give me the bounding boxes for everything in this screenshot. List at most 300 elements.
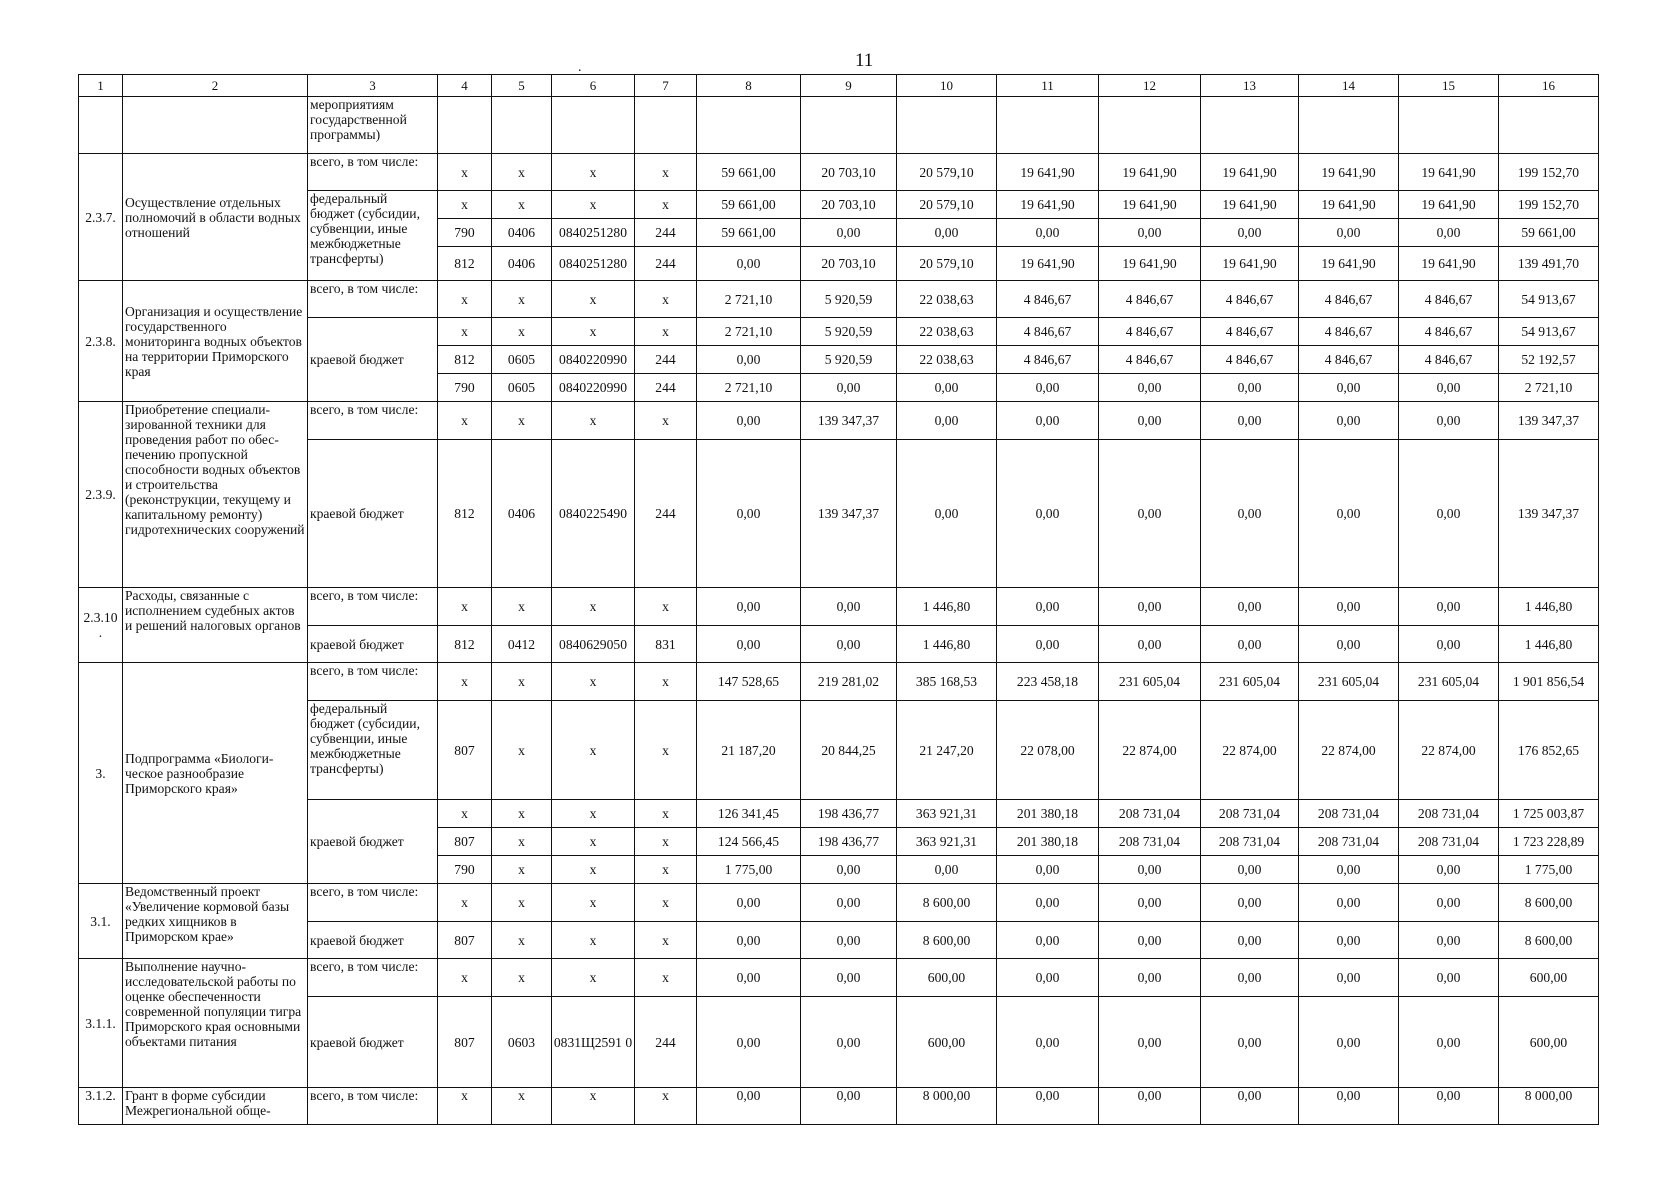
cell-value-col-16: 600,00 bbox=[1499, 959, 1599, 997]
cell-value-col-11: 19 641,90 bbox=[997, 247, 1099, 281]
cell-value-col-9: 0,00 bbox=[801, 374, 897, 402]
cell-value-col-8: 59 661,00 bbox=[697, 191, 801, 219]
cell-source: всего, в том числе: bbox=[308, 588, 438, 626]
cell-expense-type: 244 bbox=[635, 440, 697, 588]
cell-value-col-15: 0,00 bbox=[1399, 997, 1499, 1088]
cell-value-col-11: 0,00 bbox=[997, 997, 1099, 1088]
cell-target-article: x bbox=[552, 828, 635, 856]
cell-value-col-13: 0,00 bbox=[1201, 402, 1299, 440]
cell-section: x bbox=[492, 588, 552, 626]
cell-value-col-9: 139 347,37 bbox=[801, 440, 897, 588]
cell-value-col-8: 0,00 bbox=[697, 884, 801, 922]
cell-empty bbox=[801, 97, 897, 154]
cell-value-col-10: 600,00 bbox=[897, 959, 997, 997]
row-name: Выполнение научно-исследовательской работы по оценке обеспеченности современной популяции тигра Приморского края основными объектами питания bbox=[123, 959, 308, 1088]
cell-value-col-13: 0,00 bbox=[1201, 219, 1299, 247]
cell-value-col-14: 22 874,00 bbox=[1299, 701, 1399, 800]
cell-value-col-12: 0,00 bbox=[1099, 374, 1201, 402]
cell-value-col-12: 0,00 bbox=[1099, 922, 1201, 959]
cell-value-col-15: 19 641,90 bbox=[1399, 154, 1499, 191]
cell-expense-type: x bbox=[635, 191, 697, 219]
cell-value-col-10: 385 168,53 bbox=[897, 663, 997, 701]
cell-value-col-16: 139 491,70 bbox=[1499, 247, 1599, 281]
row-id: 3.1.1. bbox=[79, 959, 123, 1088]
cell-value-col-11: 4 846,67 bbox=[997, 281, 1099, 318]
cell-expense-type: 244 bbox=[635, 247, 697, 281]
cell-value-col-16: 54 913,67 bbox=[1499, 318, 1599, 346]
cell-empty bbox=[1201, 97, 1299, 154]
header-col-1: 1 bbox=[79, 75, 123, 97]
cell-value-col-15: 19 641,90 bbox=[1399, 247, 1499, 281]
cell-value-col-12: 22 874,00 bbox=[1099, 701, 1201, 800]
cell-value-col-11: 223 458,18 bbox=[997, 663, 1099, 701]
cell-value-col-9: 20 703,10 bbox=[801, 154, 897, 191]
cell-value-col-9: 0,00 bbox=[801, 219, 897, 247]
cell-value-col-8: 2 721,10 bbox=[697, 318, 801, 346]
cell-value-col-8: 0,00 bbox=[697, 402, 801, 440]
row-id: 3.1.2. bbox=[79, 1088, 123, 1125]
cell-value-col-16: 8 600,00 bbox=[1499, 884, 1599, 922]
cell-section: 0603 bbox=[492, 997, 552, 1088]
cell-value-col-10: 8 600,00 bbox=[897, 884, 997, 922]
cell-value-col-14: 19 641,90 bbox=[1299, 191, 1399, 219]
cell-value-col-10: 0,00 bbox=[897, 440, 997, 588]
cell-value-col-12: 208 731,04 bbox=[1099, 828, 1201, 856]
cell-value-col-14: 0,00 bbox=[1299, 856, 1399, 884]
cell-value-col-14: 19 641,90 bbox=[1299, 154, 1399, 191]
cell-value-col-12: 0,00 bbox=[1099, 588, 1201, 626]
cell-value-col-9: 219 281,02 bbox=[801, 663, 897, 701]
cell-value-col-15: 0,00 bbox=[1399, 626, 1499, 663]
cell-value-col-13: 0,00 bbox=[1201, 588, 1299, 626]
cell-value-col-15: 0,00 bbox=[1399, 402, 1499, 440]
cell-grbs: x bbox=[438, 959, 492, 997]
cell-target-article: x bbox=[552, 959, 635, 997]
cell-value-col-13: 19 641,90 bbox=[1201, 191, 1299, 219]
cell-value-col-9: 20 703,10 bbox=[801, 191, 897, 219]
cell-value-col-10: 600,00 bbox=[897, 997, 997, 1088]
header-col-14: 14 bbox=[1299, 75, 1399, 97]
cell-value-col-13: 208 731,04 bbox=[1201, 800, 1299, 828]
cell-value-col-14: 4 846,67 bbox=[1299, 346, 1399, 374]
cell-empty bbox=[897, 97, 997, 154]
cell-value-col-9: 0,00 bbox=[801, 997, 897, 1088]
cell-source: федеральный бюджет (субсидии, субвенции, иные межбюджетные трансферты) bbox=[308, 701, 438, 800]
cell-value-col-9: 0,00 bbox=[801, 626, 897, 663]
cell-grbs: x bbox=[438, 884, 492, 922]
cell-value-col-11: 0,00 bbox=[997, 219, 1099, 247]
row-id: 3.1. bbox=[79, 884, 123, 959]
cell-value-col-11: 0,00 bbox=[997, 626, 1099, 663]
cell-value-col-16: 1 446,80 bbox=[1499, 626, 1599, 663]
cell-value-col-8: 59 661,00 bbox=[697, 154, 801, 191]
cell-value-col-15: 4 846,67 bbox=[1399, 318, 1499, 346]
cell-value-col-16: 199 152,70 bbox=[1499, 154, 1599, 191]
cell-grbs: 790 bbox=[438, 219, 492, 247]
header-col-12: 12 bbox=[1099, 75, 1201, 97]
cell-expense-type: x bbox=[635, 800, 697, 828]
cell-value-col-12: 0,00 bbox=[1099, 626, 1201, 663]
cell-section: x bbox=[492, 663, 552, 701]
cell-source: всего, в том числе: bbox=[308, 884, 438, 922]
cell-value-col-11: 0,00 bbox=[997, 1088, 1099, 1125]
cell-expense-type: 244 bbox=[635, 346, 697, 374]
cell-value-col-14: 231 605,04 bbox=[1299, 663, 1399, 701]
cell-target-article: 0840629050 bbox=[552, 626, 635, 663]
cell-target-article: 0840251280 bbox=[552, 247, 635, 281]
cell-source: краевой бюджет bbox=[308, 440, 438, 588]
cell-source: всего, в том числе: bbox=[308, 154, 438, 191]
cell-target-article: x bbox=[552, 922, 635, 959]
cell-target-article: x bbox=[552, 884, 635, 922]
cell-section: x bbox=[492, 191, 552, 219]
cell-value-col-10: 363 921,31 bbox=[897, 828, 997, 856]
cell-section: x bbox=[492, 701, 552, 800]
cell-value-col-14: 0,00 bbox=[1299, 374, 1399, 402]
cell-value-col-12: 0,00 bbox=[1099, 1088, 1201, 1125]
cell-value-col-15: 231 605,04 bbox=[1399, 663, 1499, 701]
cell-expense-type: x bbox=[635, 701, 697, 800]
cell-value-col-11: 0,00 bbox=[997, 402, 1099, 440]
cell-grbs: 790 bbox=[438, 374, 492, 402]
cell-grbs: x bbox=[438, 800, 492, 828]
cell-value-col-12: 231 605,04 bbox=[1099, 663, 1201, 701]
stray-mark: . bbox=[578, 60, 582, 75]
row-id: 2.3.9. bbox=[79, 402, 123, 588]
cell-value-col-11: 0,00 bbox=[997, 922, 1099, 959]
cell-value-col-9: 5 920,59 bbox=[801, 318, 897, 346]
cell-grbs: 807 bbox=[438, 701, 492, 800]
cell-value-col-10: 0,00 bbox=[897, 219, 997, 247]
cell-grbs: 812 bbox=[438, 247, 492, 281]
cell-target-article: x bbox=[552, 154, 635, 191]
cell-value-col-11: 19 641,90 bbox=[997, 154, 1099, 191]
cell-value-col-15: 4 846,67 bbox=[1399, 346, 1499, 374]
cell-expense-type: x bbox=[635, 959, 697, 997]
cell-empty bbox=[697, 97, 801, 154]
table-row bbox=[79, 1088, 1599, 1125]
cell-empty bbox=[1099, 97, 1201, 154]
cell-empty bbox=[552, 97, 635, 154]
cell-value-col-10: 22 038,63 bbox=[897, 318, 997, 346]
cell-value-col-16: 1 723 228,89 bbox=[1499, 828, 1599, 856]
cell-value-col-14: 0,00 bbox=[1299, 1088, 1399, 1125]
page-number: 11 bbox=[855, 50, 874, 71]
cell-value-col-9: 20 703,10 bbox=[801, 247, 897, 281]
cell-value-col-12: 19 641,90 bbox=[1099, 191, 1201, 219]
cell-value-col-14: 0,00 bbox=[1299, 440, 1399, 588]
cell-value-col-15: 0,00 bbox=[1399, 219, 1499, 247]
cell-value-col-10: 363 921,31 bbox=[897, 800, 997, 828]
cell-value-col-16: 8 600,00 bbox=[1499, 922, 1599, 959]
cell-grbs: x bbox=[438, 191, 492, 219]
cell-value-col-9: 20 844,25 bbox=[801, 701, 897, 800]
cell-value-col-10: 0,00 bbox=[897, 856, 997, 884]
cell-value-col-16: 600,00 bbox=[1499, 997, 1599, 1088]
header-col-2: 2 bbox=[123, 75, 308, 97]
header-col-6: 6 bbox=[552, 75, 635, 97]
cell-expense-type: x bbox=[635, 884, 697, 922]
cell-source: всего, в том числе: bbox=[308, 402, 438, 440]
row-name: Организация и осуществление государственного мониторинга водных объектов на территории Приморского края bbox=[123, 281, 308, 402]
cell-value-col-16: 139 347,37 bbox=[1499, 402, 1599, 440]
row-name: Подпрограмма «Биологическое разнообразие Приморского края» bbox=[123, 663, 308, 884]
header-col-10: 10 bbox=[897, 75, 997, 97]
cell-grbs: x bbox=[438, 318, 492, 346]
cell-value-col-13: 208 731,04 bbox=[1201, 828, 1299, 856]
header-col-7: 7 bbox=[635, 75, 697, 97]
cell-value-col-12: 0,00 bbox=[1099, 440, 1201, 588]
cell-value-col-12: 208 731,04 bbox=[1099, 800, 1201, 828]
cell-value-col-12: 4 846,67 bbox=[1099, 318, 1201, 346]
cell-grbs: x bbox=[438, 663, 492, 701]
cell-section: x bbox=[492, 1088, 552, 1125]
cell-source: краевой бюджет bbox=[308, 997, 438, 1088]
cell-value-col-11: 0,00 bbox=[997, 884, 1099, 922]
cell-value-col-15: 0,00 bbox=[1399, 440, 1499, 588]
cell-section: x bbox=[492, 856, 552, 884]
row-id: 2.3.7. bbox=[79, 154, 123, 281]
cell-value-col-10: 22 038,63 bbox=[897, 281, 997, 318]
cell-value-col-11: 22 078,00 bbox=[997, 701, 1099, 800]
cell-value-col-16: 54 913,67 bbox=[1499, 281, 1599, 318]
cell-target-article: x bbox=[552, 318, 635, 346]
cell-value-col-12: 0,00 bbox=[1099, 856, 1201, 884]
cell-target-article: x bbox=[552, 800, 635, 828]
cell-grbs: x bbox=[438, 588, 492, 626]
cell-value-col-14: 4 846,67 bbox=[1299, 281, 1399, 318]
cell-value-col-11: 0,00 bbox=[997, 440, 1099, 588]
cell-section: x bbox=[492, 922, 552, 959]
cell-grbs: x bbox=[438, 1088, 492, 1125]
cell-value-col-9: 198 436,77 bbox=[801, 828, 897, 856]
cell-value-col-9: 0,00 bbox=[801, 588, 897, 626]
cell-value-col-8: 0,00 bbox=[697, 626, 801, 663]
cell-target-article: x bbox=[552, 402, 635, 440]
cell-value-col-15: 22 874,00 bbox=[1399, 701, 1499, 800]
cell-grbs: 812 bbox=[438, 626, 492, 663]
cell-source: мероприятиям государственной программы) bbox=[308, 97, 438, 154]
header-col-5: 5 bbox=[492, 75, 552, 97]
cell-target-article: 0840251280 bbox=[552, 219, 635, 247]
cell-id bbox=[79, 97, 123, 154]
cell-expense-type: x bbox=[635, 663, 697, 701]
cell-expense-type: x bbox=[635, 318, 697, 346]
cell-value-col-12: 19 641,90 bbox=[1099, 154, 1201, 191]
cell-value-col-16: 176 852,65 bbox=[1499, 701, 1599, 800]
cell-value-col-15: 19 641,90 bbox=[1399, 191, 1499, 219]
cell-section: 0412 bbox=[492, 626, 552, 663]
cell-value-col-11: 0,00 bbox=[997, 374, 1099, 402]
cell-value-col-10: 1 446,80 bbox=[897, 588, 997, 626]
cell-target-article: 0831Щ2591 0 bbox=[552, 997, 635, 1088]
cell-empty bbox=[635, 97, 697, 154]
cell-value-col-9: 0,00 bbox=[801, 856, 897, 884]
cell-value-col-15: 0,00 bbox=[1399, 884, 1499, 922]
cell-source: федеральный бюджет (субсидии, субвенции, иные межбюджетные трансферты) bbox=[308, 191, 438, 281]
cell-value-col-8: 0,00 bbox=[697, 1088, 801, 1125]
row-name: Приобретение специализированной техники для проведения работ по обеспечению пропускной способности водных объектов и строительства (реконструкции, текущему и капитальному ремонту) гидротехнических сооружений bbox=[123, 402, 308, 588]
cell-target-article: 0840220990 bbox=[552, 374, 635, 402]
cell-value-col-8: 59 661,00 bbox=[697, 219, 801, 247]
cell-source: краевой бюджет bbox=[308, 922, 438, 959]
cell-value-col-9: 0,00 bbox=[801, 1088, 897, 1125]
cell-value-col-16: 2 721,10 bbox=[1499, 374, 1599, 402]
cell-source: всего, в том числе: bbox=[308, 663, 438, 701]
cell-grbs: 807 bbox=[438, 997, 492, 1088]
cell-value-col-14: 0,00 bbox=[1299, 884, 1399, 922]
cell-value-col-8: 1 775,00 bbox=[697, 856, 801, 884]
cell-value-col-8: 126 341,45 bbox=[697, 800, 801, 828]
row-name: Ведомственный проект «Увеличение кормовой базы редких хищников в Приморском крае» bbox=[123, 884, 308, 959]
cell-name bbox=[123, 97, 308, 154]
cell-value-col-15: 4 846,67 bbox=[1399, 281, 1499, 318]
header-col-9: 9 bbox=[801, 75, 897, 97]
cell-value-col-14: 208 731,04 bbox=[1299, 828, 1399, 856]
cell-expense-type: 244 bbox=[635, 374, 697, 402]
cell-section: x bbox=[492, 318, 552, 346]
cell-section: x bbox=[492, 828, 552, 856]
cell-value-col-16: 1 446,80 bbox=[1499, 588, 1599, 626]
cell-grbs: x bbox=[438, 281, 492, 318]
cell-value-col-8: 2 721,10 bbox=[697, 374, 801, 402]
cell-value-col-13: 22 874,00 bbox=[1201, 701, 1299, 800]
cell-target-article: x bbox=[552, 663, 635, 701]
cell-value-col-8: 0,00 bbox=[697, 997, 801, 1088]
cell-expense-type: x bbox=[635, 828, 697, 856]
cell-value-col-14: 0,00 bbox=[1299, 997, 1399, 1088]
budget-table bbox=[78, 74, 1599, 1125]
cell-value-col-8: 0,00 bbox=[697, 346, 801, 374]
header-col-8: 8 bbox=[697, 75, 801, 97]
cell-value-col-14: 0,00 bbox=[1299, 588, 1399, 626]
cell-value-col-12: 4 846,67 bbox=[1099, 346, 1201, 374]
cell-value-col-10: 22 038,63 bbox=[897, 346, 997, 374]
header-col-15: 15 bbox=[1399, 75, 1499, 97]
cell-section: 0605 bbox=[492, 346, 552, 374]
cell-value-col-14: 0,00 bbox=[1299, 219, 1399, 247]
header-col-16: 16 bbox=[1499, 75, 1599, 97]
cell-expense-type: x bbox=[635, 1088, 697, 1125]
cell-value-col-13: 0,00 bbox=[1201, 856, 1299, 884]
cell-value-col-11: 201 380,18 bbox=[997, 828, 1099, 856]
cell-value-col-11: 19 641,90 bbox=[997, 191, 1099, 219]
cell-value-col-11: 201 380,18 bbox=[997, 800, 1099, 828]
cell-value-col-13: 231 605,04 bbox=[1201, 663, 1299, 701]
cell-value-col-12: 0,00 bbox=[1099, 959, 1201, 997]
header-col-11: 11 bbox=[997, 75, 1099, 97]
cell-value-col-15: 0,00 bbox=[1399, 1088, 1499, 1125]
cell-value-col-16: 52 192,57 bbox=[1499, 346, 1599, 374]
cell-value-col-15: 0,00 bbox=[1399, 959, 1499, 997]
cell-expense-type: x bbox=[635, 402, 697, 440]
cell-value-col-8: 124 566,45 bbox=[697, 828, 801, 856]
cell-value-col-12: 19 641,90 bbox=[1099, 247, 1201, 281]
cell-source: краевой бюджет bbox=[308, 626, 438, 663]
cell-value-col-15: 0,00 bbox=[1399, 588, 1499, 626]
header-col-4: 4 bbox=[438, 75, 492, 97]
cell-value-col-15: 0,00 bbox=[1399, 374, 1499, 402]
cell-value-col-8: 0,00 bbox=[697, 922, 801, 959]
cell-value-col-15: 0,00 bbox=[1399, 856, 1499, 884]
header-col-13: 13 bbox=[1201, 75, 1299, 97]
row-id: 2.3.8. bbox=[79, 281, 123, 402]
table-row bbox=[79, 663, 1599, 701]
cell-empty bbox=[492, 97, 552, 154]
cell-value-col-9: 0,00 bbox=[801, 959, 897, 997]
row-id: 2.3.10 . bbox=[79, 588, 123, 663]
cell-value-col-14: 208 731,04 bbox=[1299, 800, 1399, 828]
cell-source: всего, в том числе: bbox=[308, 281, 438, 318]
cell-value-col-16: 59 661,00 bbox=[1499, 219, 1599, 247]
cell-section: x bbox=[492, 402, 552, 440]
cell-value-col-14: 4 846,67 bbox=[1299, 318, 1399, 346]
cell-empty bbox=[997, 97, 1099, 154]
cell-section: 0406 bbox=[492, 219, 552, 247]
cell-value-col-10: 8 600,00 bbox=[897, 922, 997, 959]
cell-value-col-11: 4 846,67 bbox=[997, 346, 1099, 374]
cell-value-col-14: 0,00 bbox=[1299, 922, 1399, 959]
cell-value-col-13: 19 641,90 bbox=[1201, 247, 1299, 281]
cell-value-col-8: 0,00 bbox=[697, 588, 801, 626]
cell-expense-type: 244 bbox=[635, 997, 697, 1088]
cell-grbs: 812 bbox=[438, 440, 492, 588]
cell-section: x bbox=[492, 800, 552, 828]
cell-target-article: x bbox=[552, 701, 635, 800]
cell-value-col-9: 5 920,59 bbox=[801, 346, 897, 374]
cell-grbs: 807 bbox=[438, 828, 492, 856]
cell-value-col-14: 19 641,90 bbox=[1299, 247, 1399, 281]
cell-value-col-10: 0,00 bbox=[897, 402, 997, 440]
cell-value-col-11: 4 846,67 bbox=[997, 318, 1099, 346]
cell-expense-type: x bbox=[635, 281, 697, 318]
cell-value-col-12: 0,00 bbox=[1099, 884, 1201, 922]
cell-expense-type: 831 bbox=[635, 626, 697, 663]
cell-value-col-13: 0,00 bbox=[1201, 440, 1299, 588]
cell-value-col-13: 4 846,67 bbox=[1201, 281, 1299, 318]
cell-value-col-13: 0,00 bbox=[1201, 997, 1299, 1088]
cell-value-col-9: 0,00 bbox=[801, 922, 897, 959]
cell-value-col-8: 0,00 bbox=[697, 440, 801, 588]
cell-section: x bbox=[492, 959, 552, 997]
cell-section: 0406 bbox=[492, 440, 552, 588]
cell-value-col-13: 0,00 bbox=[1201, 959, 1299, 997]
cell-section: 0406 bbox=[492, 247, 552, 281]
cell-value-col-16: 8 000,00 bbox=[1499, 1088, 1599, 1125]
cell-empty bbox=[1399, 97, 1499, 154]
row-id: 3. bbox=[79, 663, 123, 884]
cell-value-col-13: 0,00 bbox=[1201, 922, 1299, 959]
cell-grbs: 807 bbox=[438, 922, 492, 959]
cell-source: краевой бюджет bbox=[308, 800, 438, 884]
cell-value-col-12: 0,00 bbox=[1099, 997, 1201, 1088]
cell-expense-type: x bbox=[635, 856, 697, 884]
table-row bbox=[79, 154, 1599, 191]
cell-value-col-10: 21 247,20 bbox=[897, 701, 997, 800]
table-row bbox=[79, 588, 1599, 626]
cell-value-col-10: 1 446,80 bbox=[897, 626, 997, 663]
table-row bbox=[79, 402, 1599, 440]
cell-value-col-9: 139 347,37 bbox=[801, 402, 897, 440]
table-row bbox=[79, 884, 1599, 922]
cell-value-col-13: 4 846,67 bbox=[1201, 346, 1299, 374]
cell-section: x bbox=[492, 884, 552, 922]
cell-grbs: 790 bbox=[438, 856, 492, 884]
cell-source: краевой бюджет bbox=[308, 318, 438, 402]
cell-grbs: x bbox=[438, 402, 492, 440]
cell-expense-type: x bbox=[635, 922, 697, 959]
cell-expense-type: 244 bbox=[635, 219, 697, 247]
